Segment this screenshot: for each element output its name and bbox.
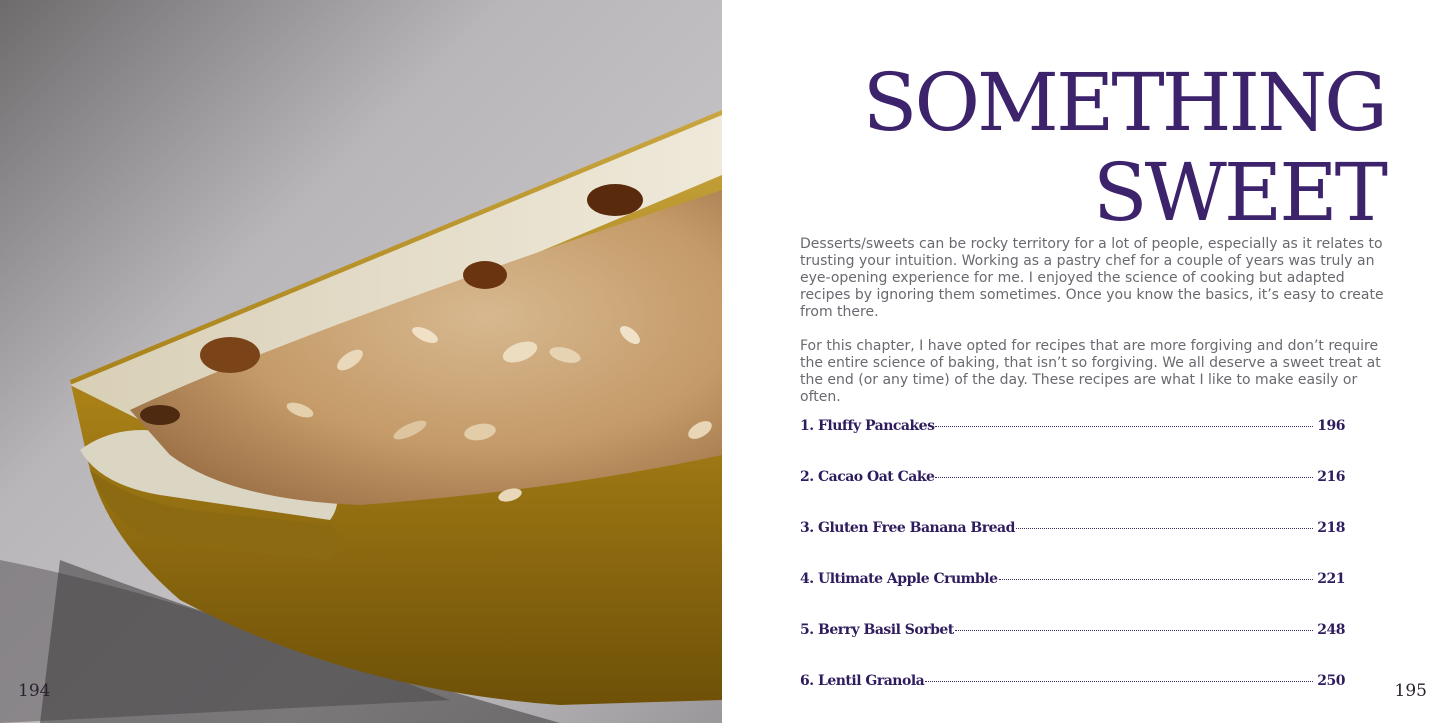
crumble-photo	[0, 0, 722, 723]
toc-entry-label: 5. Berry Basil Sorbet	[800, 622, 954, 638]
leader-dots	[1016, 528, 1313, 529]
toc-entry[interactable]	[800, 469, 1345, 520]
toc-entry-page: 250	[1317, 673, 1345, 689]
toc-entry-page: 196	[1317, 418, 1345, 434]
toc-entry[interactable]	[800, 418, 1345, 469]
chapter-title-line2: SWEET	[1092, 146, 1385, 239]
leader-dots	[935, 426, 1313, 427]
chapter-title	[863, 58, 1385, 238]
toc-entry[interactable]	[800, 571, 1345, 622]
intro-text	[800, 236, 1385, 423]
leader-dots	[999, 579, 1314, 580]
leader-dots	[935, 477, 1313, 478]
toc-entry-label: 3. Gluten Free Banana Bread	[800, 520, 1015, 536]
page-number-right: 195	[1394, 681, 1427, 701]
toc-entry-page: 216	[1317, 469, 1345, 485]
toc-entry-label: 2. Cacao Oat Cake	[800, 469, 935, 485]
toc-entry[interactable]	[800, 520, 1345, 571]
leader-dots	[955, 630, 1313, 631]
toc-entry-page: 218	[1317, 520, 1345, 536]
recipe-contents-list	[800, 418, 1345, 724]
page-number-left: 194	[18, 681, 51, 701]
toc-entry-label: 6. Lentil Granola	[800, 673, 925, 689]
right-page	[722, 0, 1445, 723]
toc-entry-label: 1. Fluffy Pancakes	[800, 418, 935, 434]
toc-entry-page: 221	[1317, 571, 1345, 587]
toc-entry-page: 248	[1317, 622, 1345, 638]
intro-paragraph: Desserts/sweets can be rocky territory for a lot of people, especially as it relates to trusting your intuition. Working as a pastry chef for a couple of years was truly an eye-opening experience for me. I enjoyed the science of cooking but adapted recipes by ignoring them sometimes. Once you know the basics, it’s easy to create from there.	[800, 236, 1384, 320]
toc-entry[interactable]	[800, 673, 1345, 724]
chapter-title-line1: SOMETHING	[862, 56, 1385, 149]
toc-entry-label: 4. Ultimate Apple Crumble	[800, 571, 998, 587]
left-page	[0, 0, 722, 723]
intro-paragraph: For this chapter, I have opted for recipes that are more forgiving and don’t require the entire science of baking, that isn’t so forgiving. We all deserve a sweet treat at the end (or any time) of the day. These recipes are what I like to make easily or often.	[800, 338, 1381, 405]
toc-entry[interactable]	[800, 622, 1345, 673]
leader-dots	[925, 681, 1313, 682]
